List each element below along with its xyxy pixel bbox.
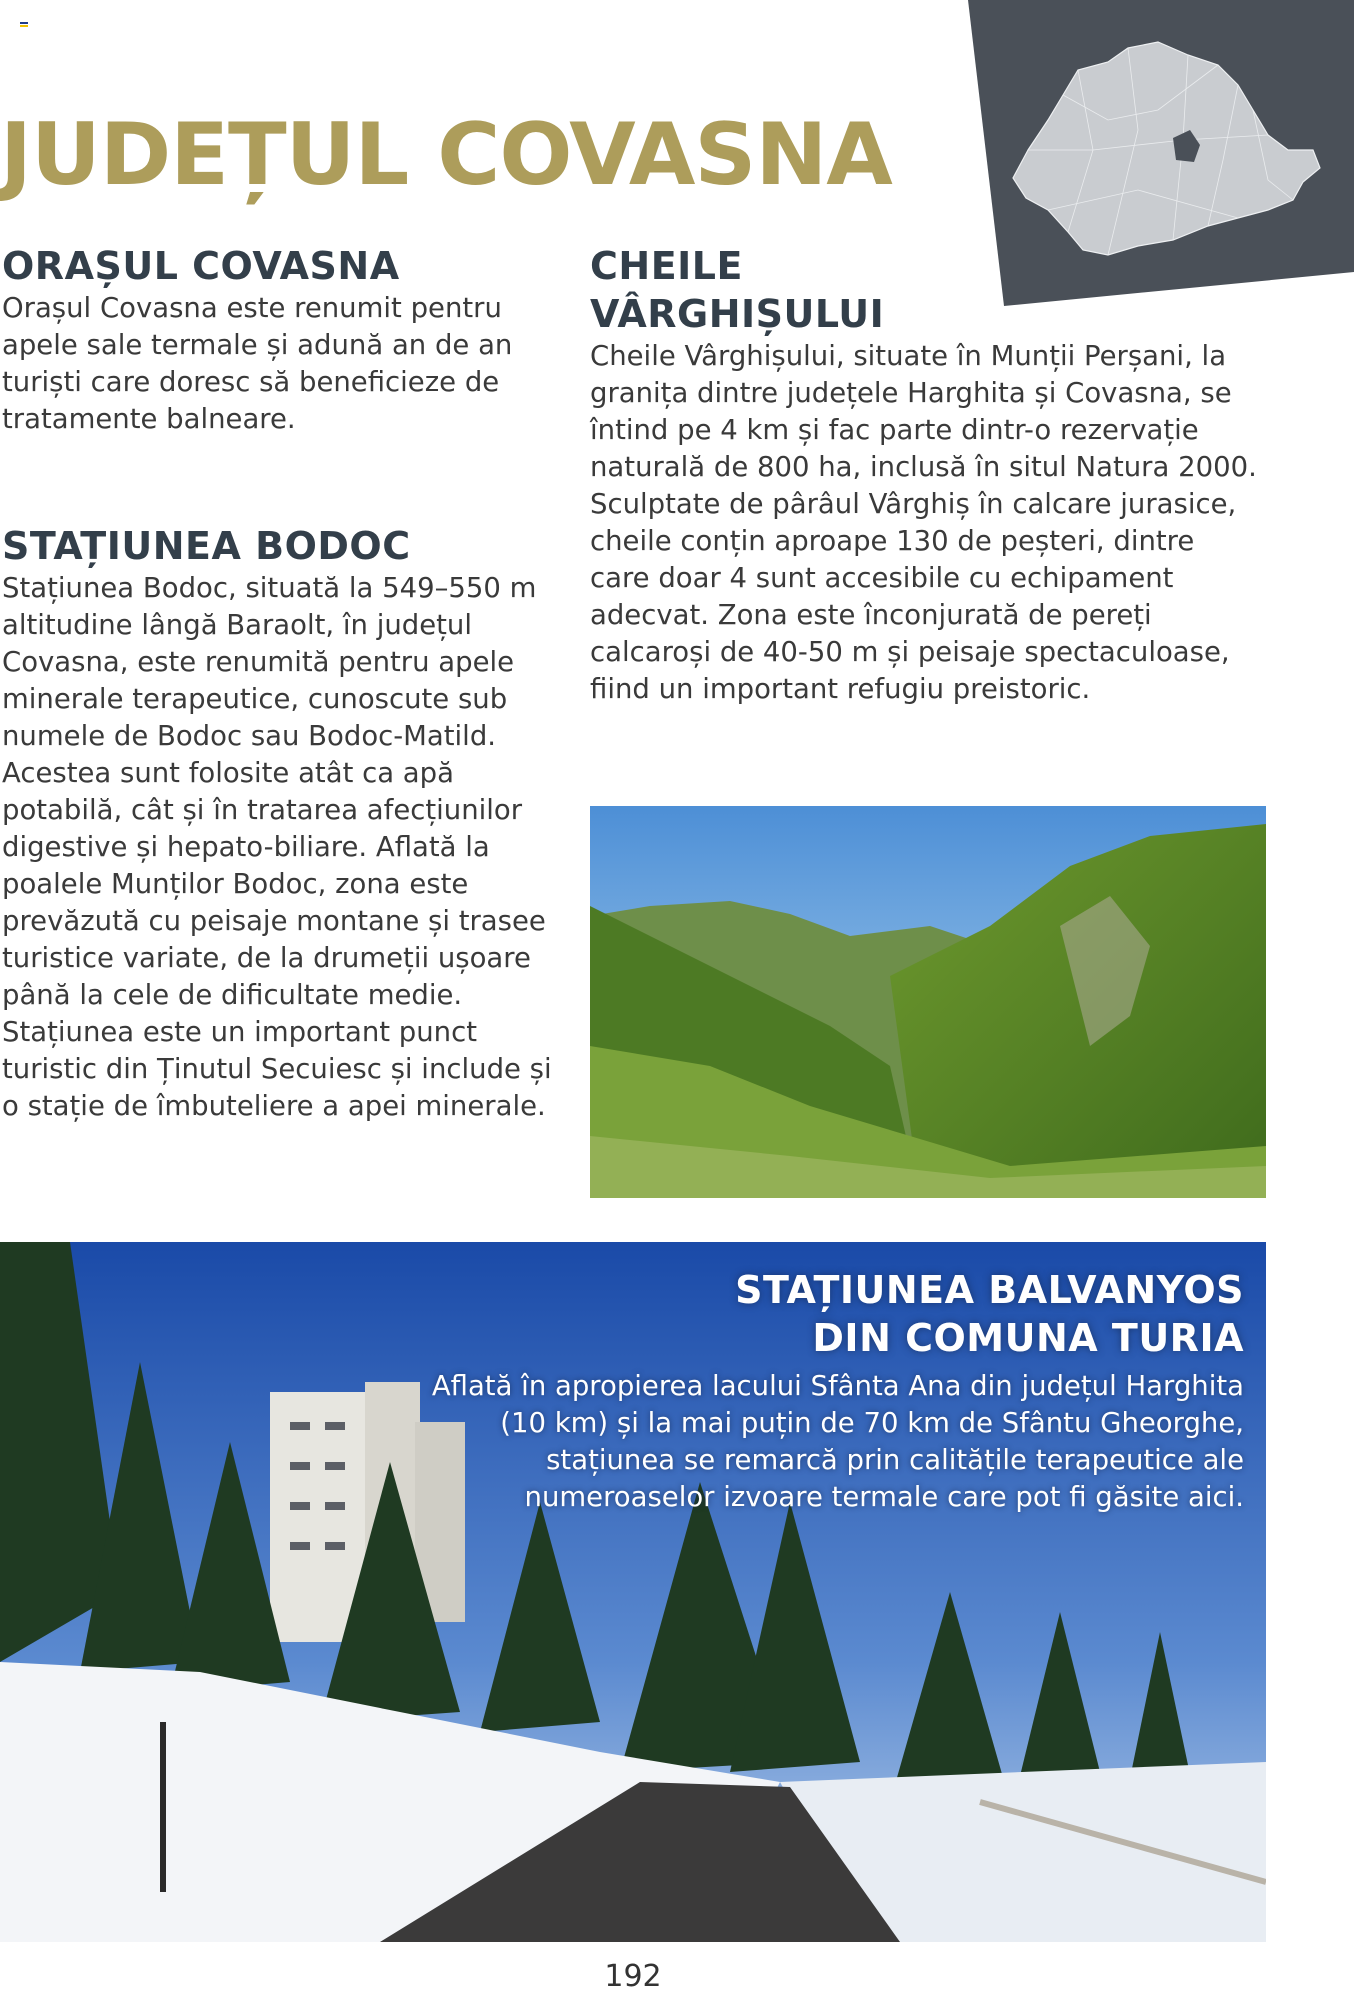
section-body: Aflată în apropierea lacului Sfânta Ana din județul Harghita (10 km) și la mai puțin de 70 km de Sfântu Gheorghe, stațiunea se remarcă prin calitățile terapeutice ale numeroaselor izvoare termale care pot fi găsite aici. <box>431 1370 1244 1513</box>
section-body: Cheile Vârghișului, situate în Munții Perșani, la granița dintre județele Harghita și Covasna, se întind pe 4 km și fac parte dintr-o rezervație naturală de 800 ha, inclusă în situl Natura 2000. Sculptate de pârâul Vârghiș în calcare jurasice, cheile conțin aproape 130 de peșteri, dintre care doar 4 sunt accesibile cu echipament adecvat. Zona este înconjurată de pereți calcaroși de 40-50 m și peisaje spectaculoase, fiind un important refugiu preistoric. <box>590 340 1257 705</box>
balvanyos-winter-photo <box>0 1242 1266 1942</box>
section-cheile-varghisului <box>590 242 1260 708</box>
heading-line-2: DIN COMUNA TURIA <box>812 1316 1244 1360</box>
section-heading: STAȚIUNEA BODOC <box>2 524 411 568</box>
romania-flag-icon <box>20 22 28 29</box>
section-body: Stațiunea Bodoc, situată la 549–550 m altitudine lângă Baraolt, în județul Covasna, este renumită pentru apele minerale terapeutice, cunoscute sub numele de Bodoc sau Bodoc-Matild. Acestea sunt folosite atât ca apă potabilă, cât și în tratarea afecțiunilor digestive și hepato-biliare. Aflată la poalele Munților Bodoc, zona este prevăzută cu peisaje montane și trasee turistice variate, de la drumeții ușoare până la cele de dificultate medie. Stațiunea este un important punct turistic din Ținutul Secuiesc și include și o stație de îmbuteliere a apei minerale. <box>2 572 552 1122</box>
section-heading: ORAȘUL COVASNA <box>2 244 400 288</box>
section-heading: CHEILE VÂRGHIȘULUI <box>590 244 885 336</box>
heading-line-1: STAȚIUNEA BALVANYOS <box>735 1268 1244 1312</box>
balvanyos-overlay <box>424 1266 1244 1516</box>
section-orasul-covasna <box>2 242 562 438</box>
section-heading <box>424 1266 1244 1362</box>
gorge-landscape-photo <box>590 806 1266 1198</box>
page-title: JUDEȚUL COVASNA <box>0 105 892 205</box>
section-body: Orașul Covasna este renumit pentru apele sale termale și adună an de an turiști care doresc să beneficieze de tratamente balneare. <box>2 292 513 435</box>
section-statiunea-bodoc <box>2 522 562 1125</box>
page-number: 192 <box>604 1959 662 1994</box>
